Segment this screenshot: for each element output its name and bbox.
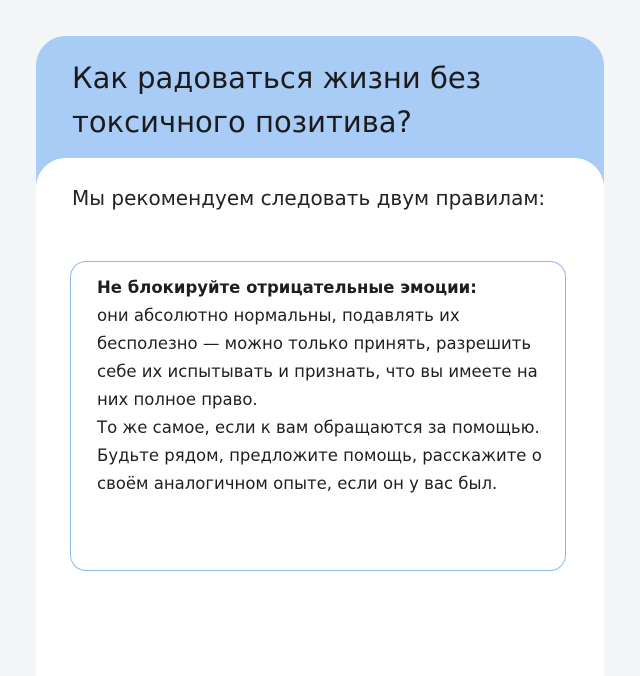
rule-body: они абсолютно нормальны, подавлять их бесполезно — можно только принять, разрешить себе их испытывать и признать, что вы имеете на них полное право. [97, 306, 538, 409]
info-card [36, 36, 604, 676]
rule-text [97, 274, 557, 498]
rule-box [70, 261, 566, 571]
card-title: Как радоваться жизни без токсичного позитива? [72, 61, 482, 139]
content-panel [36, 158, 604, 676]
intro-text: Мы рекомендуем следовать двум правилам: [72, 186, 546, 210]
rule-heading: Не блокируйте отрицательные эмоции: [97, 278, 477, 297]
rule-extra: То же самое, если к вам обращаются за помощью. Будьте рядом, предложите помощь, расскажите о своём аналогичном опыте, если он у вас был. [97, 418, 542, 493]
